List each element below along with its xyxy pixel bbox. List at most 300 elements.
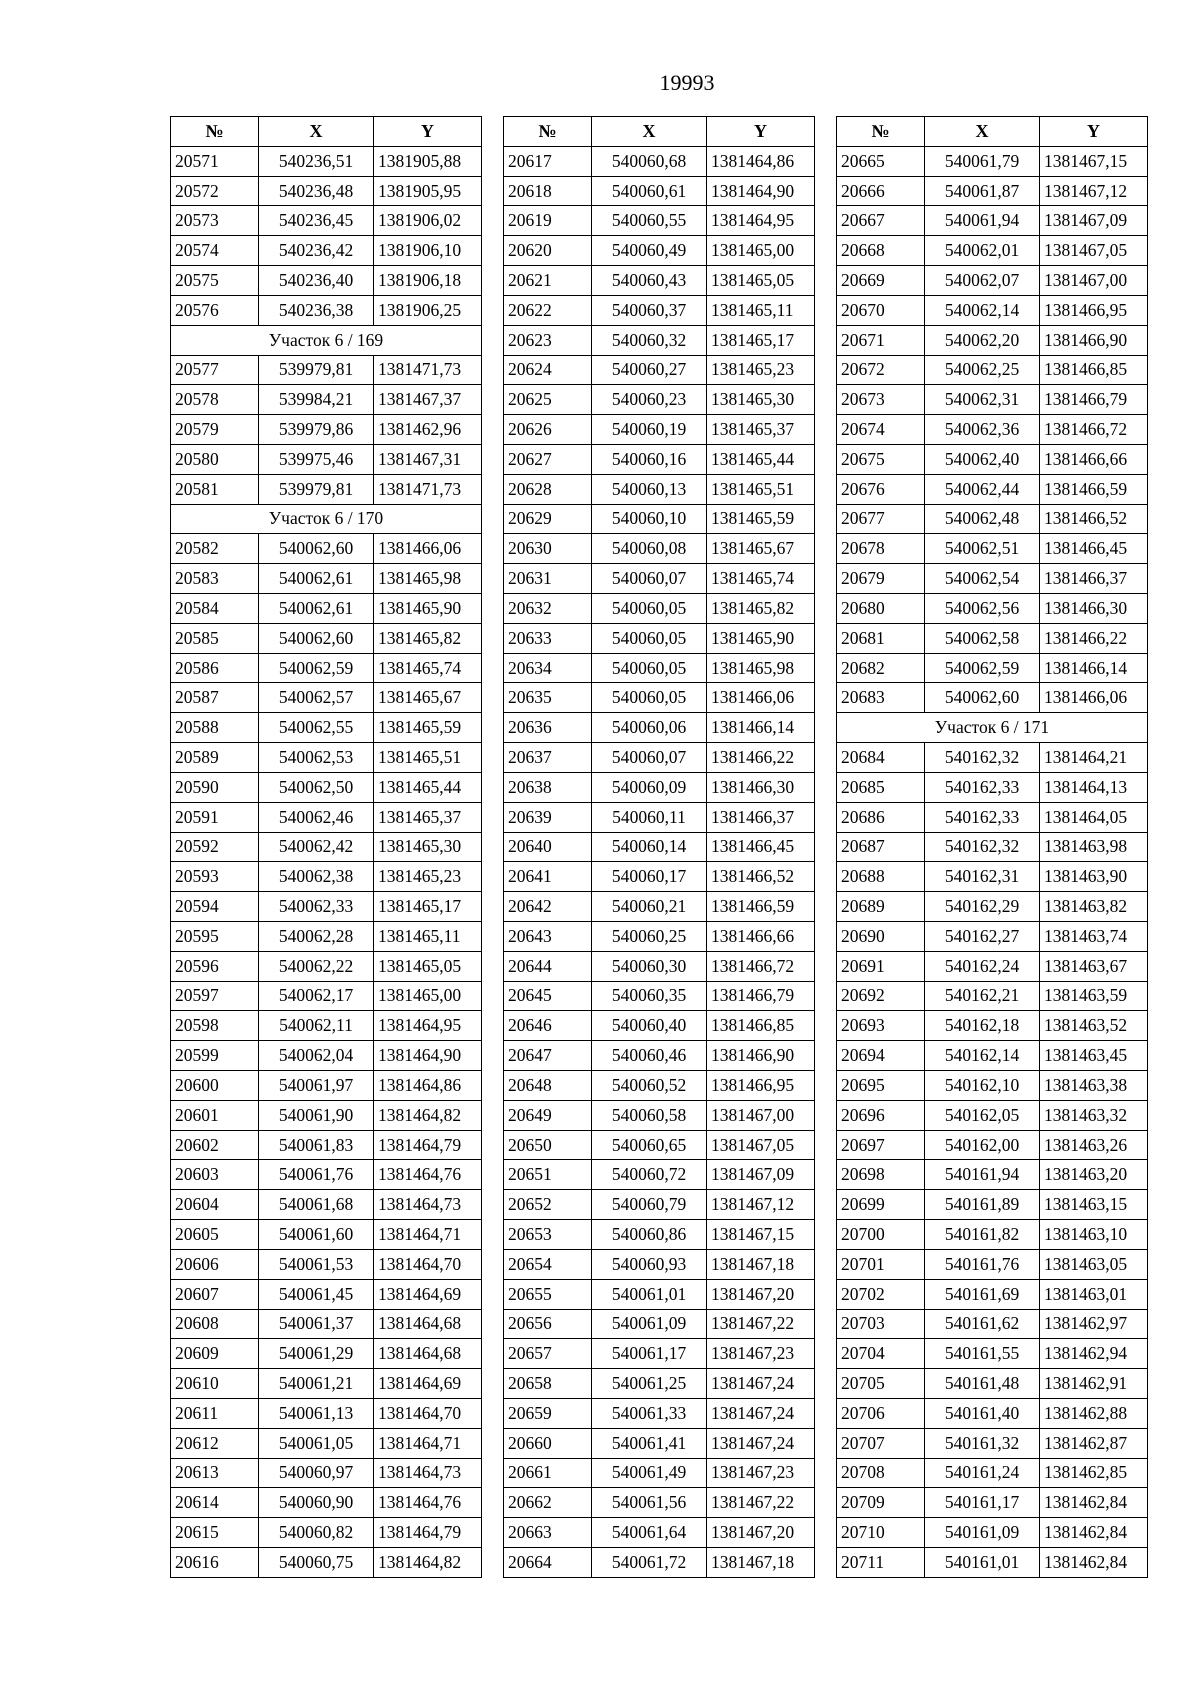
point-number-cell: 20581 [171,474,259,504]
y-coordinate-cell: 1381467,22 [707,1309,815,1339]
point-number-cell: 20657 [504,1339,592,1369]
table-row [171,683,482,713]
point-number-cell: 20670 [837,295,925,325]
section-label: Участок 6 / 171 [837,713,1148,743]
x-coordinate-cell: 539979,81 [259,474,374,504]
x-coordinate-cell: 540062,50 [259,772,374,802]
table-row [837,921,1148,951]
point-number-cell: 20693 [837,1011,925,1041]
x-coordinate-cell: 540061,64 [592,1518,707,1548]
y-coordinate-cell: 1381467,24 [707,1428,815,1458]
table-row [171,772,482,802]
y-coordinate-cell: 1381465,67 [707,534,815,564]
y-coordinate-cell: 1381466,85 [1040,355,1148,385]
table-row [837,981,1148,1011]
point-number-cell: 20666 [837,176,925,206]
point-number-cell: 20615 [171,1518,259,1548]
y-coordinate-cell: 1381464,69 [374,1279,482,1309]
coordinates-table-1 [170,116,482,1578]
table-row [837,683,1148,713]
table-header-row [504,117,815,147]
table-row [837,1100,1148,1130]
y-coordinate-cell: 1381466,72 [1040,415,1148,445]
table-row [171,1279,482,1309]
table-row [837,504,1148,534]
point-number-cell: 20595 [171,921,259,951]
y-coordinate-cell: 1381466,59 [707,892,815,922]
table-row [171,862,482,892]
y-coordinate-cell: 1381462,84 [1040,1488,1148,1518]
table-row [171,1339,482,1369]
y-coordinate-cell: 1381466,22 [1040,623,1148,653]
x-coordinate-cell: 540061,53 [259,1249,374,1279]
y-coordinate-cell: 1381466,06 [1040,683,1148,713]
point-number-cell: 20661 [504,1458,592,1488]
y-coordinate-cell: 1381464,76 [374,1160,482,1190]
point-number-cell: 20689 [837,892,925,922]
point-number-cell: 20605 [171,1220,259,1250]
x-coordinate-cell: 540060,14 [592,832,707,862]
table-header-row [171,117,482,147]
table-row [171,564,482,594]
y-coordinate-cell: 1381465,51 [707,474,815,504]
x-coordinate-cell: 540161,69 [925,1279,1040,1309]
x-coordinate-cell: 540162,33 [925,772,1040,802]
point-number-cell: 20575 [171,266,259,296]
table-row [837,564,1148,594]
table-row [504,1279,815,1309]
y-coordinate-cell: 1381464,68 [374,1309,482,1339]
point-number-cell: 20700 [837,1220,925,1250]
y-coordinate-cell: 1381462,84 [1040,1518,1148,1548]
x-coordinate-cell: 540162,21 [925,981,1040,1011]
table-row [171,832,482,862]
column-header-x: X [592,117,707,147]
point-number-cell: 20608 [171,1309,259,1339]
x-coordinate-cell: 540061,45 [259,1279,374,1309]
table-row [504,415,815,445]
point-number-cell: 20674 [837,415,925,445]
table-row [837,534,1148,564]
table-row [837,802,1148,832]
point-number-cell: 20599 [171,1041,259,1071]
table-row [837,1518,1148,1548]
y-coordinate-cell: 1381906,10 [374,236,482,266]
x-coordinate-cell: 540060,61 [592,176,707,206]
table-row [171,1249,482,1279]
y-coordinate-cell: 1381466,52 [707,862,815,892]
x-coordinate-cell: 540062,01 [925,236,1040,266]
point-number-cell: 20640 [504,832,592,862]
x-coordinate-cell: 540060,90 [259,1488,374,1518]
table-row [504,594,815,624]
y-coordinate-cell: 1381466,95 [707,1071,815,1101]
point-number-cell: 20686 [837,802,925,832]
x-coordinate-cell: 540060,37 [592,295,707,325]
column-header-x: X [259,117,374,147]
table-row [837,1041,1148,1071]
point-number-cell: 20653 [504,1220,592,1250]
x-coordinate-cell: 540062,53 [259,743,374,773]
table-row [837,1339,1148,1369]
y-coordinate-cell: 1381464,90 [707,176,815,206]
x-coordinate-cell: 540060,19 [592,415,707,445]
point-number-cell: 20649 [504,1100,592,1130]
y-coordinate-cell: 1381464,79 [374,1518,482,1548]
y-coordinate-cell: 1381467,12 [707,1190,815,1220]
point-number-cell: 20585 [171,623,259,653]
x-coordinate-cell: 540161,62 [925,1309,1040,1339]
table-row [837,832,1148,862]
point-number-cell: 20698 [837,1160,925,1190]
point-number-cell: 20635 [504,683,592,713]
x-coordinate-cell: 540061,87 [925,176,1040,206]
column-header-number: № [837,117,925,147]
point-number-cell: 20701 [837,1249,925,1279]
table-row [171,981,482,1011]
x-coordinate-cell: 540061,72 [592,1548,707,1578]
y-coordinate-cell: 1381466,66 [1040,444,1148,474]
table-row [504,1488,815,1518]
table-row [171,385,482,415]
table-row [837,236,1148,266]
table-row [504,1369,815,1399]
x-coordinate-cell: 540060,49 [592,236,707,266]
table-row [171,623,482,653]
x-coordinate-cell: 540061,09 [592,1309,707,1339]
point-number-cell: 20620 [504,236,592,266]
point-number-cell: 20632 [504,594,592,624]
table-row [504,1548,815,1578]
point-number-cell: 20578 [171,385,259,415]
x-coordinate-cell: 540061,01 [592,1279,707,1309]
y-coordinate-cell: 1381465,44 [374,772,482,802]
x-coordinate-cell: 540062,46 [259,802,374,832]
x-coordinate-cell: 540062,40 [925,444,1040,474]
point-number-cell: 20677 [837,504,925,534]
y-coordinate-cell: 1381466,30 [707,772,815,802]
table-row [171,1458,482,1488]
x-coordinate-cell: 540060,07 [592,743,707,773]
x-coordinate-cell: 540061,17 [592,1339,707,1369]
point-number-cell: 20601 [171,1100,259,1130]
point-number-cell: 20583 [171,564,259,594]
table-row [504,1100,815,1130]
table-row [504,564,815,594]
x-coordinate-cell: 540060,25 [592,921,707,951]
x-coordinate-cell: 540061,79 [925,146,1040,176]
x-coordinate-cell: 540061,90 [259,1100,374,1130]
y-coordinate-cell: 1381465,51 [374,743,482,773]
point-number-cell: 20645 [504,981,592,1011]
table-row [504,176,815,206]
y-coordinate-cell: 1381463,01 [1040,1279,1148,1309]
table-row [837,1071,1148,1101]
point-number-cell: 20656 [504,1309,592,1339]
table-row [171,1041,482,1071]
table-row [171,295,482,325]
point-number-cell: 20646 [504,1011,592,1041]
y-coordinate-cell: 1381467,00 [1040,266,1148,296]
point-number-cell: 20678 [837,534,925,564]
table-row [837,1369,1148,1399]
point-number-cell: 20593 [171,862,259,892]
x-coordinate-cell: 540061,37 [259,1309,374,1339]
column-header-y: Y [374,117,482,147]
y-coordinate-cell: 1381467,23 [707,1458,815,1488]
table-row [171,444,482,474]
point-number-cell: 20594 [171,892,259,922]
point-number-cell: 20707 [837,1428,925,1458]
x-coordinate-cell: 540060,17 [592,862,707,892]
point-number-cell: 20625 [504,385,592,415]
x-coordinate-cell: 540061,05 [259,1428,374,1458]
point-number-cell: 20630 [504,534,592,564]
x-coordinate-cell: 540060,79 [592,1190,707,1220]
table-row [837,206,1148,236]
point-number-cell: 20597 [171,981,259,1011]
point-number-cell: 20596 [171,951,259,981]
x-coordinate-cell: 540061,60 [259,1220,374,1250]
x-coordinate-cell: 540062,48 [925,504,1040,534]
y-coordinate-cell: 1381467,22 [707,1488,815,1518]
x-coordinate-cell: 540060,05 [592,653,707,683]
y-coordinate-cell: 1381906,25 [374,295,482,325]
y-coordinate-cell: 1381467,00 [707,1100,815,1130]
y-coordinate-cell: 1381464,69 [374,1369,482,1399]
y-coordinate-cell: 1381464,90 [374,1041,482,1071]
point-number-cell: 20660 [504,1428,592,1458]
table-row [171,206,482,236]
x-coordinate-cell: 540060,35 [592,981,707,1011]
y-coordinate-cell: 1381465,23 [707,355,815,385]
y-coordinate-cell: 1381467,23 [707,1339,815,1369]
table-row [837,1548,1148,1578]
y-coordinate-cell: 1381471,73 [374,355,482,385]
table-row [837,176,1148,206]
point-number-cell: 20650 [504,1130,592,1160]
point-number-cell: 20685 [837,772,925,802]
y-coordinate-cell: 1381905,95 [374,176,482,206]
table-row [837,892,1148,922]
point-number-cell: 20619 [504,206,592,236]
x-coordinate-cell: 540161,32 [925,1428,1040,1458]
point-number-cell: 20577 [171,355,259,385]
y-coordinate-cell: 1381467,24 [707,1398,815,1428]
y-coordinate-cell: 1381465,30 [707,385,815,415]
x-coordinate-cell: 540062,60 [925,683,1040,713]
y-coordinate-cell: 1381462,91 [1040,1369,1148,1399]
x-coordinate-cell: 540062,25 [925,355,1040,385]
table-row [504,474,815,504]
x-coordinate-cell: 540061,68 [259,1190,374,1220]
x-coordinate-cell: 540162,32 [925,743,1040,773]
table-row [837,1458,1148,1488]
x-coordinate-cell: 540060,46 [592,1041,707,1071]
x-coordinate-cell: 540060,13 [592,474,707,504]
table-row [837,1160,1148,1190]
point-number-cell: 20706 [837,1398,925,1428]
y-coordinate-cell: 1381465,59 [374,713,482,743]
x-coordinate-cell: 539984,21 [259,385,374,415]
y-coordinate-cell: 1381906,18 [374,266,482,296]
table-row [171,1428,482,1458]
y-coordinate-cell: 1381465,00 [707,236,815,266]
table-row [171,415,482,445]
table-row [171,892,482,922]
x-coordinate-cell: 540060,08 [592,534,707,564]
x-coordinate-cell: 540060,93 [592,1249,707,1279]
table-row [504,206,815,236]
table-row [171,1369,482,1399]
y-coordinate-cell: 1381463,45 [1040,1041,1148,1071]
y-coordinate-cell: 1381465,11 [374,921,482,951]
x-coordinate-cell: 540162,27 [925,921,1040,951]
point-number-cell: 20604 [171,1190,259,1220]
column-header-number: № [171,117,259,147]
x-coordinate-cell: 540162,00 [925,1130,1040,1160]
table-row [171,802,482,832]
y-coordinate-cell: 1381462,87 [1040,1428,1148,1458]
y-coordinate-cell: 1381466,37 [707,802,815,832]
x-coordinate-cell: 540162,10 [925,1071,1040,1101]
x-coordinate-cell: 540060,86 [592,1220,707,1250]
point-number-cell: 20690 [837,921,925,951]
y-coordinate-cell: 1381466,14 [707,713,815,743]
point-number-cell: 20572 [171,176,259,206]
point-number-cell: 20588 [171,713,259,743]
point-number-cell: 20673 [837,385,925,415]
table-row [171,1011,482,1041]
point-number-cell: 20684 [837,743,925,773]
table-row [504,1160,815,1190]
x-coordinate-cell: 540062,28 [259,921,374,951]
table-header-row [837,117,1148,147]
y-coordinate-cell: 1381467,05 [1040,236,1148,266]
y-coordinate-cell: 1381464,95 [374,1011,482,1041]
y-coordinate-cell: 1381465,44 [707,444,815,474]
table-row [504,1518,815,1548]
point-number-cell: 20664 [504,1548,592,1578]
y-coordinate-cell: 1381462,97 [1040,1309,1148,1339]
y-coordinate-cell: 1381466,06 [374,534,482,564]
table-row [504,1190,815,1220]
x-coordinate-cell: 539979,81 [259,355,374,385]
x-coordinate-cell: 540161,94 [925,1160,1040,1190]
table-row [171,951,482,981]
x-coordinate-cell: 540062,07 [925,266,1040,296]
x-coordinate-cell: 540162,05 [925,1100,1040,1130]
table-row [171,1190,482,1220]
table-row [504,385,815,415]
y-coordinate-cell: 1381905,88 [374,146,482,176]
y-coordinate-cell: 1381465,17 [707,325,815,355]
page-number: 19993 [659,70,715,95]
table-row [837,146,1148,176]
table-row [171,176,482,206]
point-number-cell: 20694 [837,1041,925,1071]
table-row [504,325,815,355]
y-coordinate-cell: 1381467,09 [707,1160,815,1190]
point-number-cell: 20647 [504,1041,592,1071]
y-coordinate-cell: 1381465,90 [374,594,482,624]
point-number-cell: 20652 [504,1190,592,1220]
table-row [171,534,482,564]
point-number-cell: 20616 [171,1548,259,1578]
table-row [837,266,1148,296]
x-coordinate-cell: 540062,20 [925,325,1040,355]
point-number-cell: 20709 [837,1488,925,1518]
x-coordinate-cell: 540062,59 [925,653,1040,683]
y-coordinate-cell: 1381467,20 [707,1518,815,1548]
y-coordinate-cell: 1381466,79 [707,981,815,1011]
table-row [504,802,815,832]
x-coordinate-cell: 540236,40 [259,266,374,296]
x-coordinate-cell: 540162,33 [925,802,1040,832]
point-number-cell: 20658 [504,1369,592,1399]
point-number-cell: 20609 [171,1339,259,1369]
x-coordinate-cell: 540060,07 [592,564,707,594]
x-coordinate-cell: 540060,40 [592,1011,707,1041]
table-row [504,1309,815,1339]
point-number-cell: 20624 [504,355,592,385]
table-row [837,653,1148,683]
point-number-cell: 20584 [171,594,259,624]
x-coordinate-cell: 540061,97 [259,1071,374,1101]
point-number-cell: 20576 [171,295,259,325]
y-coordinate-cell: 1381464,71 [374,1220,482,1250]
y-coordinate-cell: 1381465,82 [707,594,815,624]
x-coordinate-cell: 540162,29 [925,892,1040,922]
table-row [171,743,482,773]
y-coordinate-cell: 1381464,71 [374,1428,482,1458]
x-coordinate-cell: 540161,82 [925,1220,1040,1250]
point-number-cell: 20589 [171,743,259,773]
table-row [837,1279,1148,1309]
point-number-cell: 20667 [837,206,925,236]
column-header-y: Y [1040,117,1148,147]
y-coordinate-cell: 1381463,52 [1040,1011,1148,1041]
x-coordinate-cell: 540062,11 [259,1011,374,1041]
section-row [171,504,482,534]
point-number-cell: 20618 [504,176,592,206]
y-coordinate-cell: 1381464,05 [1040,802,1148,832]
x-coordinate-cell: 539975,46 [259,444,374,474]
x-coordinate-cell: 540161,40 [925,1398,1040,1428]
y-coordinate-cell: 1381467,12 [1040,176,1148,206]
y-coordinate-cell: 1381465,11 [707,295,815,325]
point-number-cell: 20573 [171,206,259,236]
y-coordinate-cell: 1381466,85 [707,1011,815,1041]
point-number-cell: 20582 [171,534,259,564]
table-row [837,1398,1148,1428]
x-coordinate-cell: 540060,68 [592,146,707,176]
y-coordinate-cell: 1381465,82 [374,623,482,653]
table-row [504,1428,815,1458]
table-row [504,1041,815,1071]
point-number-cell: 20634 [504,653,592,683]
point-number-cell: 20598 [171,1011,259,1041]
point-number-cell: 20704 [837,1339,925,1369]
x-coordinate-cell: 540060,16 [592,444,707,474]
table-row [171,1488,482,1518]
x-coordinate-cell: 540062,31 [925,385,1040,415]
x-coordinate-cell: 540060,97 [259,1458,374,1488]
y-coordinate-cell: 1381464,68 [374,1339,482,1369]
point-number-cell: 20628 [504,474,592,504]
table-row [504,921,815,951]
table-row [504,623,815,653]
